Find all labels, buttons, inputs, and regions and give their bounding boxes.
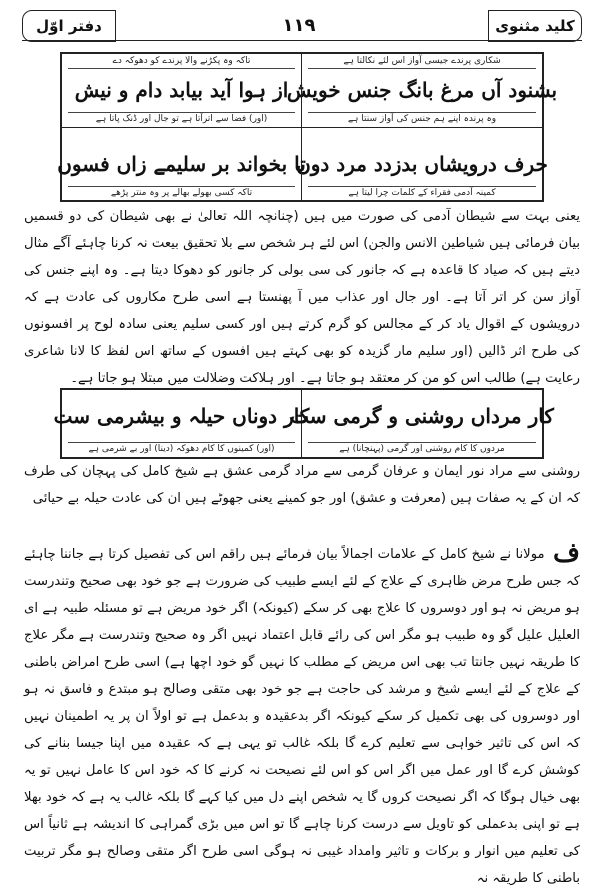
header-rule — [22, 40, 582, 41]
verse-caption-bottom: (اور) فضا سے اترآتا ہے تو جال اور ڈنک پاتا ہے — [68, 112, 295, 125]
verse-caption-bottom: وہ پرندہ اپنے ہم جنس کی آواز سنتا ہے — [308, 112, 536, 125]
verse-text: بشنود آں مرغ بانگ جنس خویش — [286, 78, 558, 102]
book-title: کلید مثنوی — [488, 10, 582, 42]
verse-caption-bottom: کمینہ آدمی فقراء کے کلمات چرا لیتا ہے — [308, 186, 536, 199]
verse-cell-right — [286, 54, 558, 127]
verse-text: کار مرداں روشنی و گرمی ست — [290, 404, 554, 428]
verse-cell-left — [53, 390, 310, 457]
note-text: مولانا نے شیخ کامل کے علامات اجمالاً بیان فرمائے ہیں راقم اس کی تفصیل کرتا ہے جاننا چاہئے کہ جس طرح مرض ظاہری کے علاج کے لئے ایسے طبیب کی ضرورت ہے جو خود بھی صحیح وتندرست ہو مریض نہ ہو اور دوسروں کا علاج بھی کر سکے (کیونکہ) اگر خود مریض ہے تو مسئلہ طبیہ ہے ای العلیل علیل گو وہ طبیب ہو مگر اس کی رائے قابل اعتماد نہیں اگر وہ صحیح وتندرست ہے مگر علاج کا طریقہ نہیں جانتا تب بھی اس مریض کے مطلب کا نہیں گو خود اچھا ہے) اسی طرح امراض باطنی کے علاج کے لئے ایسے شیخ و مرشد کی حاجت ہے جو خود بھی متقی وصالح ہو مبتدع و فاسق نہ ہو اور دوسروں کی بھی تکمیل کر سکے کیونکہ اگر بدعقیدہ و بدعمل ہے تو اولاً ان پر یہ اطمینان نہیں کہ اس کی تاثیر خواہی سے تعلیم کرے گا بلکہ غالب تو یہی ہے کہ عقیدہ میں اپنا جیسا بنانے کی کوشش کرے گا اور عمل میں اگر اس کو اس لئے نصیحت نہ کرنے کا کہ خود اس کا عامل نہیں تو یہ بھی خیال ہوگا کہ اگر نصیحت کروں گا یہ شخص اپنے دل میں کیا کہے گا بلکہ غالب یہ ہے کہ خود بھلا ہے تو اپنی بدعملی کو تاویل سے درست کرنا چاہے گا تو اس میں بڑی گمراہی کا اندیشہ ہے ثانیاً اس کی تعلیم میں انوار و برکات و تاثیر وامداد غیبی نہ ہوگی اسی طرح اگر متقی وصالح ہو مگر تربیت باطنی کا طریقہ نہ — [24, 547, 580, 886]
commentary-paragraph: روشنی سے مراد نور ایمان و عرفان گرمی سے مراد گرمی عشق ہے شیخ کامل کی پہچان کی طرف کہ ان کے یہ صفات ہیں (معرفت و عشق) اور جو کمینے یعنی جھوٹے ہیں ان کی عادت حیلہ بے حیائی — [24, 464, 580, 506]
page-number: ۱۱۹ — [244, 10, 354, 41]
verse-table-middle — [53, 388, 554, 459]
volume-label: دفتر اوّل — [22, 10, 116, 42]
verse-caption-bottom: (اور) کمینوں کا کام دھوکہ (دینا) اور بے شرمی ہے — [68, 442, 295, 455]
verse-caption-bottom: مردوں کا کام روشنی اور گرمی (پہنچانا) ہے — [308, 442, 536, 455]
verse-caption-top: تاکہ وہ پکڑنے والا پرندے کو دھوکہ دے — [68, 56, 295, 69]
verse-cell-right — [296, 128, 548, 201]
page-header — [22, 10, 582, 44]
verse-row — [57, 128, 548, 201]
verse-cell-left — [57, 128, 306, 201]
verse-text: از ہوا آید بیابد دام و نیش — [74, 78, 289, 102]
verse-table-top — [57, 52, 558, 202]
verse-caption-bottom: تاکہ کسی بھولے بھالے پر وہ منتر پڑھے — [68, 186, 295, 199]
verse-caption-top: شکاری پرندے جیسی آواز اس لئے نکالتا ہے — [308, 56, 536, 69]
commentary-paragraph: یعنی بہت سے شیطان آدمی کی صورت میں ہیں (چنانچہ اللہ تعالیٰ نے بھی شیطان کی دو قسمیں بیان فرمائی ہیں شیاطین الانس والجن) اس لئے ہر شخص سے بلا تحقیق بیعت نہ کرنا چاہئے آگے مثال دیتے ہیں کہ صیاد کا قاعدہ ہے کہ جانور کی سی بولی کر جانور کو دھوکا دیتا ہے۔ وہ اپنے جنس کی آواز سن کر اتر آتا ہے۔ اور جال اور عذاب میں آ پھنستا ہے اسی طرح مکاروں کی عادت ہے کہ درویشوں کے اقوال یاد کر کے مجالس کو گرم کرتے ہیں اور کسی سلیم یعنی سادہ لوح پر افسونوں کی طرح اثر ڈالیں (اور سلیم مار گزیدہ کو بھی کہتے ہیں افسوں کے ساتھ اس لفظ کا لانا شاعری رعایت ہے) طالب اس کو من کر معتقد ہو جاتا ہے۔ اور ہلاکت وضلالت میں مبتلا ہو جاتا ہے۔ — [24, 209, 580, 386]
verse-row — [62, 54, 558, 128]
verse-text: کار دوناں حیلہ و بیشرمی ست — [53, 404, 310, 428]
note-marker: ف — [553, 538, 580, 568]
verse-text: حرف درویشاں بدزدد مرد دوں — [296, 152, 548, 176]
note-paragraph — [24, 538, 580, 886]
verse-text: تا بخواند بر سلیمے زاں فسوں — [57, 152, 306, 176]
verse-cell-right — [290, 390, 554, 457]
verse-cell-left — [62, 54, 302, 127]
verse-row — [53, 390, 554, 457]
